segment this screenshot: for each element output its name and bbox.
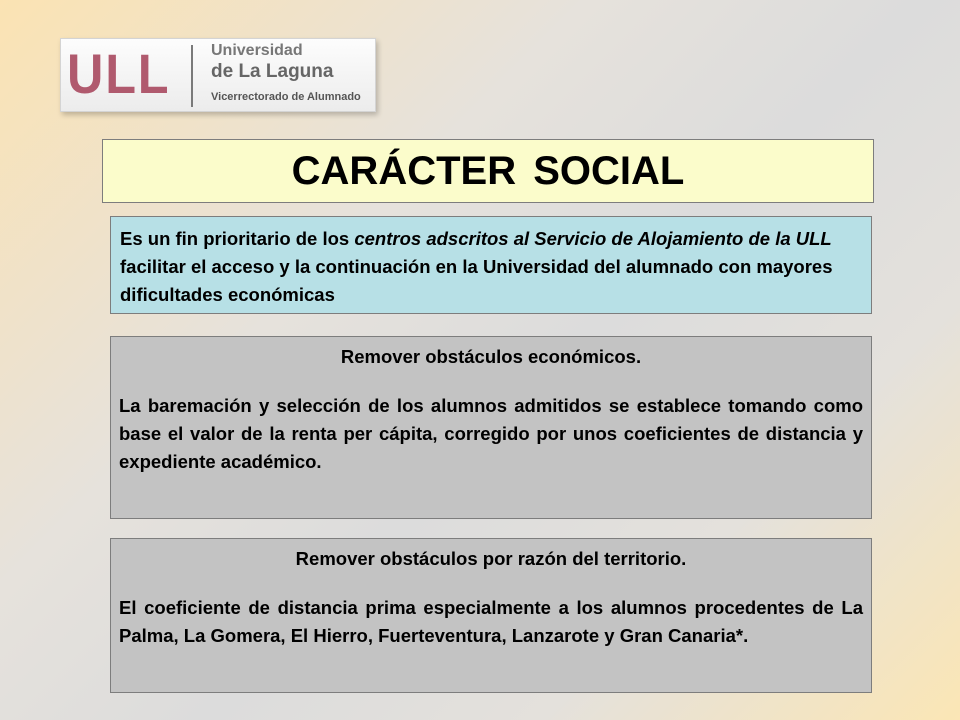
intro-box xyxy=(110,216,872,314)
panel-body: La baremación y selección de los alumnos admitidos se establece tomando como base el valor de la renta per cápita, corregido por unos coeficientes de distancia y expediente académico. xyxy=(119,395,863,472)
panel-heading: Remover obstáculos económicos. xyxy=(340,346,642,367)
logo-text xyxy=(211,41,361,105)
panel-body-main: El coeficiente de distancia prima especialmente a los alumnos procedentes de La Palma, La Gomera, El Hierro, Fuerteventura xyxy=(119,597,863,646)
intro-text-start: Es un fin prioritario de los xyxy=(120,228,355,249)
title-banner xyxy=(102,139,874,203)
panel-heading: Remover obstáculos por razón del territorio. xyxy=(295,548,687,569)
intro-text-italic: centros adscritos al Servicio de Alojamiento de la ULL xyxy=(354,228,832,249)
panel-body xyxy=(119,594,863,650)
logo-university-name: de La Laguna xyxy=(211,61,334,82)
territory-obstacles-panel xyxy=(110,538,872,693)
panel-body-comma: , xyxy=(501,625,507,646)
panel-body-end: Lanzarote y Gran Canaria*. xyxy=(506,625,749,646)
page-title: CARÁCTER SOCIAL xyxy=(291,148,685,193)
logo-department: Vicerrectorado de Alumnado xyxy=(211,91,361,103)
intro-text-end: facilitar el acceso y la continuación en la Universidad del alumnado con mayores dificultades económicas xyxy=(120,256,833,305)
university-logo xyxy=(60,38,376,112)
economic-obstacles-panel xyxy=(110,336,872,519)
logo-university-label: Universidad xyxy=(211,42,303,59)
logo-mark: ULL xyxy=(67,42,171,105)
logo-separator xyxy=(191,45,193,107)
